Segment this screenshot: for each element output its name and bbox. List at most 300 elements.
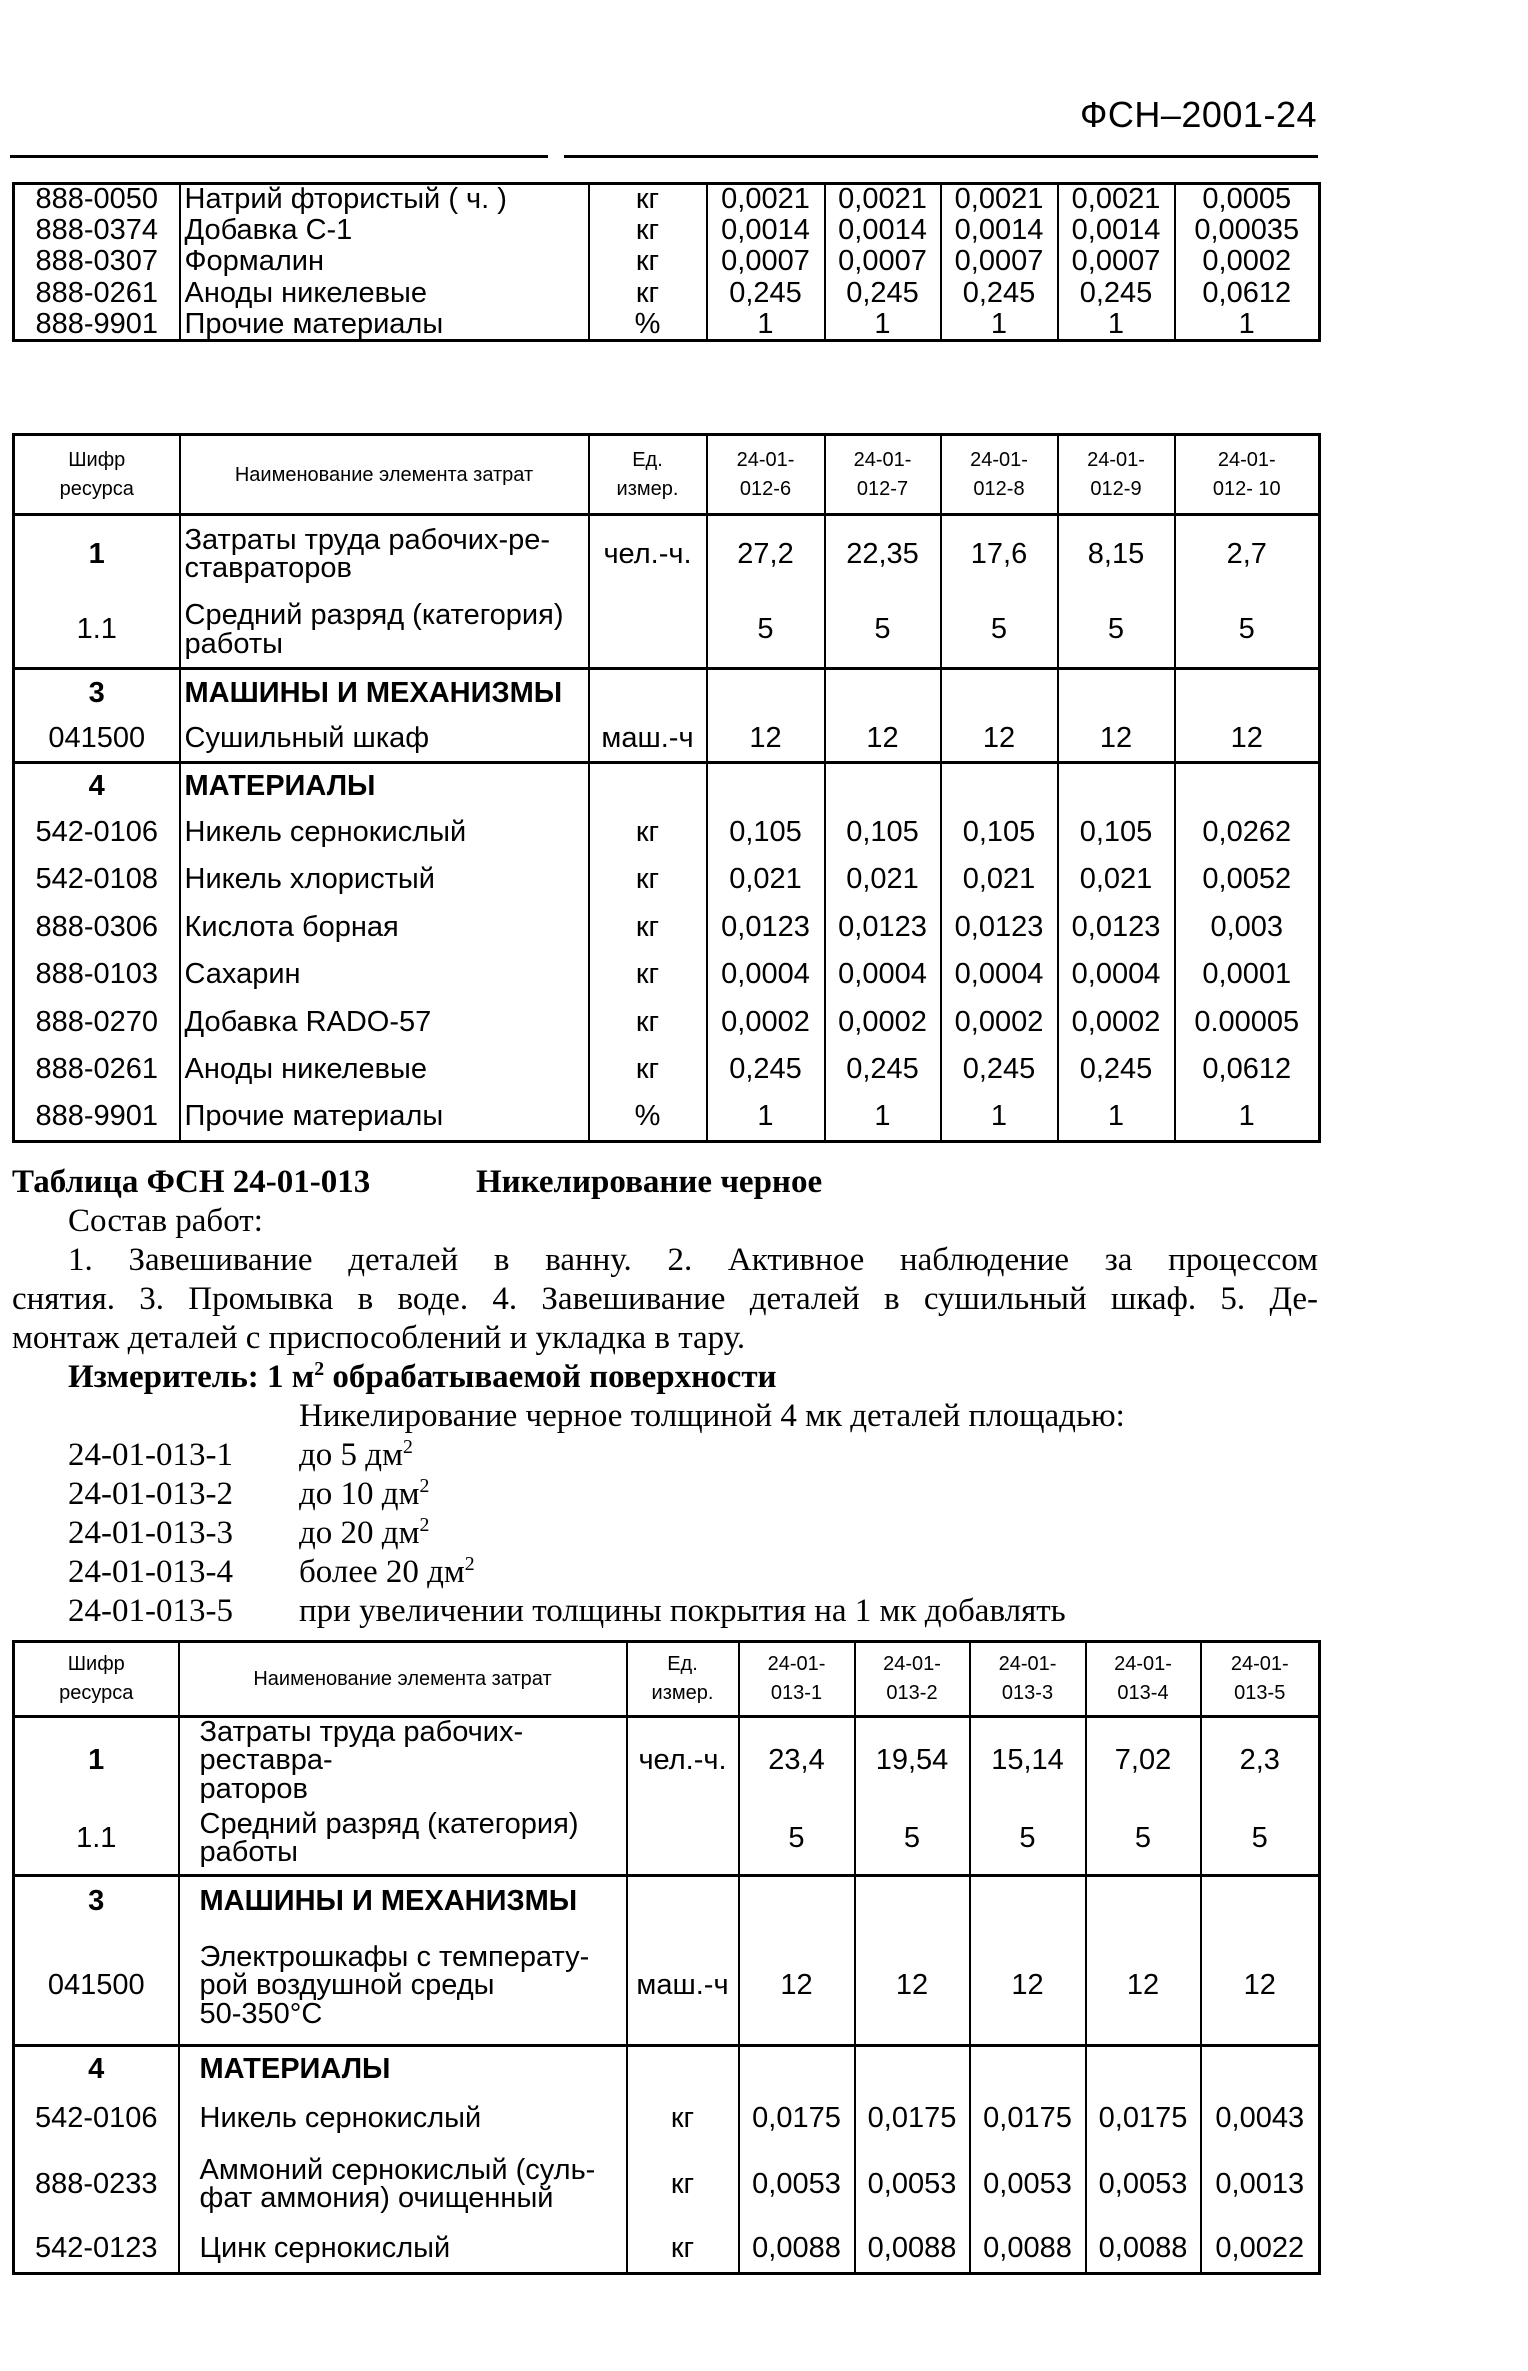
resource-code: 888-9901 [14, 1094, 180, 1142]
machines-section-row [14, 669, 1320, 717]
empty-cell [627, 2045, 739, 2093]
material-value-2: 0,0053 [855, 2143, 970, 2225]
machine-value-1: 12 [739, 1927, 855, 2045]
unit: кг [589, 184, 707, 215]
table-title: Никелирование черное [476, 1164, 823, 1200]
material-value-3: 0,0053 [970, 2143, 1086, 2225]
machines-section-code: 3 [14, 669, 180, 717]
unit: кг [589, 215, 707, 246]
labor-row [14, 515, 1320, 593]
material-unit: кг [627, 2143, 739, 2225]
cost-item-name: Прочие материалы [180, 1094, 589, 1142]
empty-cell [589, 669, 707, 717]
labor-value-2: 19,54 [855, 1717, 970, 1804]
header-col-3-line1: 24-01- [998, 1653, 1057, 1675]
material-value-4: 0,0053 [1086, 2143, 1201, 2225]
value-3: 0,105 [941, 809, 1058, 857]
cost-item-name: Никель сернокислый [180, 809, 589, 857]
item-description [299, 1475, 430, 1512]
material-row [14, 309, 1320, 340]
value-4: 12 [1058, 717, 1175, 763]
measure-sup: 2 [314, 1358, 325, 1380]
value-4: 1 [1058, 309, 1175, 340]
header-col-5 [1201, 1642, 1320, 1717]
header-name-cell: Наименование элемента затрат [180, 435, 589, 515]
item-description-text: более 20 дм [299, 1554, 465, 1590]
item-description-text: до 5 дм [299, 1437, 403, 1473]
cost-item-name: Аноды никелевые [180, 278, 589, 309]
value-1: 0,021 [707, 856, 825, 904]
measure-prefix: Измеритель: 1 м [68, 1359, 315, 1395]
grade-code: 1.1 [14, 593, 180, 669]
header-col-4 [1086, 1642, 1201, 1717]
header-col-4 [1058, 435, 1175, 515]
header-code-line1: Шифр [67, 1653, 125, 1675]
value-2: 0,0123 [825, 904, 941, 952]
unit: кг [589, 278, 707, 309]
empty-cell [1086, 2045, 1201, 2093]
value-5: 12 [1175, 717, 1320, 763]
item-code: 24-01-013-5 [68, 1593, 233, 1629]
header-col-1-line1: 24-01- [767, 1653, 826, 1675]
norms-table-013 [12, 1640, 1321, 2275]
value-2: 0,245 [825, 1046, 941, 1094]
labor-code: 1 [14, 515, 180, 593]
value-2: 0,105 [825, 809, 941, 857]
value-4: 0,0014 [1058, 215, 1175, 246]
material-code: 888-0233 [14, 2143, 179, 2225]
material-value-1: 0,0175 [739, 2093, 855, 2143]
material-row [14, 278, 1320, 309]
material-unit: кг [627, 2225, 739, 2273]
material-row [14, 2143, 1320, 2225]
works-line-2: снятия. 3. Промывка в воде. 4. Завешивание деталей в сушильный шкаф. 5. Де- [12, 1281, 1318, 1317]
value-1: 0,0002 [707, 999, 825, 1047]
empty-cell [941, 763, 1058, 809]
material-row [14, 1046, 1320, 1094]
item-description [299, 1595, 1066, 1628]
empty-cell [707, 669, 825, 717]
cost-item-name: Добавка RADO-57 [180, 999, 589, 1047]
grade-code: 1.1 [14, 1803, 179, 1875]
grade-name [179, 1803, 627, 1875]
material-value-5: 0,0013 [1201, 2143, 1320, 2225]
material-name [179, 2143, 627, 2225]
machine-name-line3: 50-350°С [199, 1997, 323, 2030]
resource-code: 542-0108 [14, 856, 180, 904]
empty-cell [739, 2045, 855, 2093]
material-name-line1: Аммоний сернокислый (суль- [199, 2153, 596, 2186]
machine-value-5: 12 [1201, 1927, 1320, 2045]
value-5: 0,0262 [1175, 809, 1320, 857]
header-col-1-line2: 013-1 [770, 1682, 823, 1704]
value-2: 0,0004 [825, 951, 941, 999]
header-col-2 [825, 435, 941, 515]
unit: % [589, 309, 707, 340]
labor-name [180, 515, 589, 593]
value-3: 1 [941, 1094, 1058, 1142]
material-value-5: 0,0022 [1201, 2225, 1320, 2273]
machine-row [14, 717, 1320, 763]
materials-section-row [14, 763, 1320, 809]
item-description-text: до 10 дм [299, 1476, 420, 1512]
labor-value-5: 2,7 [1175, 515, 1320, 593]
unit: кг [589, 1046, 707, 1094]
works-line-3: монтаж деталей с приспособлений и укладка в тару. [12, 1320, 746, 1356]
value-1: 0,0123 [707, 904, 825, 952]
grade-value-5: 5 [1201, 1803, 1320, 1875]
machine-code: 041500 [14, 1927, 179, 2045]
resource-code: 888-0374 [14, 215, 180, 246]
header-col-4-line1: 24-01- [1114, 1653, 1172, 1675]
value-4: 0,0021 [1058, 184, 1175, 215]
item-description-sup: 2 [419, 1514, 430, 1536]
grade-value-2: 5 [825, 593, 941, 669]
unit: % [589, 1094, 707, 1142]
header-col-5-line2: 012- 10 [1212, 477, 1281, 500]
measure-suffix: обрабатываемой поверхности [324, 1359, 777, 1395]
value-1: 12 [707, 717, 825, 763]
cost-item-name: Добавка С-1 [180, 215, 589, 246]
labor-name-line2: раторов [199, 1772, 308, 1804]
table-label: Таблица ФСН 24-01-013 [12, 1164, 371, 1200]
grade-unit [589, 593, 707, 669]
material-unit: кг [627, 2093, 739, 2143]
material-value-2: 0,0088 [855, 2225, 970, 2273]
value-3: 0,245 [941, 278, 1058, 309]
labor-unit: чел.-ч. [589, 515, 707, 593]
value-1: 0,105 [707, 809, 825, 857]
grade-row [14, 1803, 1320, 1875]
item-description-sup: 2 [419, 1475, 430, 1497]
items-intro: Никелирование черное толщиной 4 мк деталей площадью: [299, 1398, 1125, 1434]
works-line-1: 1. Завешивание деталей в ванну. 2. Активное наблюдение за процессом [68, 1242, 1318, 1278]
empty-cell [589, 763, 707, 809]
value-2: 0,0007 [825, 246, 941, 277]
material-name: Никель сернокислый [179, 2093, 627, 2143]
empty-cell [1086, 1875, 1201, 1927]
header-unit-line1: Ед. [667, 1653, 698, 1675]
value-2: 0,021 [825, 856, 941, 904]
header-col-1-line2: 012-6 [739, 477, 792, 500]
value-3: 0,245 [941, 1046, 1058, 1094]
header-col-3-line1: 24-01- [970, 448, 1028, 471]
material-name: Цинк сернокислый [179, 2225, 627, 2273]
header-col-3-line2: 012-8 [973, 477, 1025, 500]
grade-value-4: 5 [1058, 593, 1175, 669]
grade-value-3: 5 [970, 1803, 1086, 1875]
machines-section-row [14, 1875, 1320, 1927]
grade-value-3: 5 [941, 593, 1058, 669]
labor-value-1: 27,2 [707, 515, 825, 593]
labor-value-4: 8,15 [1058, 515, 1175, 593]
table-header-row [14, 435, 1320, 515]
header-col-4-line2: 012-9 [1090, 477, 1142, 500]
continuation-table [12, 182, 1321, 342]
resource-code: 888-9901 [14, 309, 180, 340]
value-4: 0,245 [1058, 1046, 1175, 1094]
empty-cell [1175, 669, 1320, 717]
value-1: 0,245 [707, 1046, 825, 1094]
header-col-1 [739, 1642, 855, 1717]
value-1: 1 [707, 1094, 825, 1142]
material-row [14, 856, 1320, 904]
grade-value-4: 5 [1086, 1803, 1201, 1875]
item-description-sup: 2 [464, 1553, 475, 1575]
grade-value-5: 5 [1175, 593, 1320, 669]
header-code-line2: ресурса [59, 1682, 134, 1704]
value-2: 0,0021 [825, 184, 941, 215]
header-rule [10, 155, 1318, 158]
value-2: 1 [825, 309, 941, 340]
value-4: 0,021 [1058, 856, 1175, 904]
resource-code: 888-0103 [14, 951, 180, 999]
value-5: 0.00005 [1175, 999, 1320, 1047]
value-5: 0,0052 [1175, 856, 1320, 904]
labor-name [179, 1717, 627, 1804]
header-rule-gap [548, 152, 564, 160]
value-3: 12 [941, 717, 1058, 763]
header-code-line2: ресурса [59, 477, 134, 500]
machine-value-4: 12 [1086, 1927, 1201, 2045]
value-5: 0,0001 [1175, 951, 1320, 999]
header-code-cell [14, 435, 180, 515]
resource-code: 888-0307 [14, 246, 180, 277]
header-col-1-line1: 24-01- [736, 448, 795, 471]
material-value-1: 0,0088 [739, 2225, 855, 2273]
unit: кг [589, 951, 707, 999]
material-name-line2: фат аммония) очищенный [199, 2182, 554, 2215]
grade-name-line1: Средний разряд (категория) [199, 1808, 579, 1841]
material-row [14, 809, 1320, 857]
resource-code: 542-0106 [14, 809, 180, 857]
unit: кг [589, 856, 707, 904]
labor-value-3: 17,6 [941, 515, 1058, 593]
machine-name-line2: рой воздушной среды [199, 1969, 495, 2002]
material-code: 542-0106 [14, 2093, 179, 2143]
labor-name-line1: Затраты труда рабочих-реставра- [199, 1716, 524, 1777]
header-unit-line2: измер. [651, 1682, 714, 1704]
empty-cell [1058, 669, 1175, 717]
value-2: 0,0002 [825, 999, 941, 1047]
item-code: 24-01-013-2 [68, 1476, 233, 1512]
item-description [299, 1514, 430, 1551]
value-3: 0,0002 [941, 999, 1058, 1047]
empty-cell [825, 763, 941, 809]
machines-section-code: 3 [14, 1875, 179, 1927]
labor-value-1: 23,4 [739, 1717, 855, 1804]
value-4: 0,0002 [1058, 999, 1175, 1047]
value-5: 0,003 [1175, 904, 1320, 952]
value-1: 0,0007 [707, 246, 825, 277]
header-col-5-line1: 24-01- [1217, 448, 1276, 471]
item-description-sup: 2 [402, 1436, 413, 1458]
labor-value-2: 22,35 [825, 515, 941, 593]
materials-section-code: 4 [14, 2045, 179, 2093]
empty-cell [739, 1875, 855, 1927]
machine-unit: маш.-ч [627, 1927, 739, 2045]
value-4: 0,0004 [1058, 951, 1175, 999]
value-3: 0,0014 [941, 215, 1058, 246]
header-unit-cell [589, 435, 707, 515]
cost-item-name: Кислота борная [180, 904, 589, 952]
header-unit-line2: измер. [616, 477, 679, 500]
value-1: 0,245 [707, 278, 825, 309]
empty-cell [941, 669, 1058, 717]
materials-section-code: 4 [14, 763, 180, 809]
value-2: 12 [825, 717, 941, 763]
machine-name-line1: Электрошкафы с температу- [199, 1940, 590, 1973]
machines-section-title: МАШИНЫ И МЕХАНИЗМЫ [179, 1875, 627, 1927]
grade-row [14, 593, 1320, 669]
value-4: 0,0123 [1058, 904, 1175, 952]
value-2: 1 [825, 1094, 941, 1142]
resource-code: 888-0050 [14, 184, 180, 215]
cost-item-name: Аноды никелевые [180, 1046, 589, 1094]
labor-value-4: 7,02 [1086, 1717, 1201, 1804]
grade-value-1: 5 [739, 1803, 855, 1875]
unit: кг [589, 999, 707, 1047]
value-5: 0,0005 [1175, 184, 1320, 215]
value-1: 0,0004 [707, 951, 825, 999]
machine-value-3: 12 [970, 1927, 1086, 2045]
grade-name [180, 593, 589, 669]
empty-cell [855, 1875, 970, 1927]
value-5: 0,0002 [1175, 246, 1320, 277]
cost-item-name: Никель хлористый [180, 856, 589, 904]
value-2: 0,0014 [825, 215, 941, 246]
labor-name-line2: ставраторов [184, 552, 352, 585]
labor-value-3: 15,14 [970, 1717, 1086, 1804]
material-value-4: 0,0175 [1086, 2093, 1201, 2143]
item-description [299, 1436, 413, 1473]
cost-item-name: Сахарин [180, 951, 589, 999]
value-3: 0,0123 [941, 904, 1058, 952]
header-col-3-line2: 013-3 [1001, 1682, 1054, 1704]
labor-value-5: 2,3 [1201, 1717, 1320, 1804]
value-5: 1 [1175, 1094, 1320, 1142]
machines-section-title: МАШИНЫ И МЕХАНИЗМЫ [180, 669, 589, 717]
item-description [299, 1553, 475, 1590]
empty-cell [1058, 763, 1175, 809]
material-value-3: 0,0175 [970, 2093, 1086, 2143]
grade-name-line2: работы [184, 627, 283, 660]
material-value-1: 0,0053 [739, 2143, 855, 2225]
empty-cell [1201, 2045, 1320, 2093]
grade-name-line1: Средний разряд (категория) [184, 599, 564, 632]
material-row [14, 1094, 1320, 1142]
header-unit-line1: Ед. [632, 448, 663, 471]
header-col-3 [970, 1642, 1086, 1717]
header-col-2 [855, 1642, 970, 1717]
materials-section-title: МАТЕРИАЛЫ [180, 763, 589, 809]
item-description-text: до 20 дм [299, 1515, 420, 1551]
empty-cell [970, 2045, 1086, 2093]
value-1: 1 [707, 309, 825, 340]
material-row [14, 2093, 1320, 2143]
item-code: 24-01-013-3 [68, 1515, 233, 1551]
empty-cell [707, 763, 825, 809]
machine-value-2: 12 [855, 1927, 970, 2045]
value-5: 0,0612 [1175, 1046, 1320, 1094]
labor-unit: чел.-ч. [627, 1717, 739, 1804]
item-code: 24-01-013-4 [68, 1554, 233, 1590]
empty-cell [1201, 1875, 1320, 1927]
material-row [14, 2225, 1320, 2273]
header-col-4-line1: 24-01- [1087, 448, 1145, 471]
value-1: 0,0021 [707, 184, 825, 215]
unit: маш.-ч [589, 717, 707, 763]
empty-cell [970, 1875, 1086, 1927]
header-col-4-line2: 013-4 [1117, 1682, 1169, 1704]
item-description-text: при увеличении толщины покрытия на 1 мк добавлять [299, 1593, 1066, 1629]
material-row [14, 246, 1320, 277]
cost-item-name: Натрий фтористый ( ч. ) [180, 184, 589, 215]
value-4: 1 [1058, 1094, 1175, 1142]
labor-code: 1 [14, 1717, 179, 1804]
value-3: 0,0021 [941, 184, 1058, 215]
header-col-2-line1: 24-01- [883, 1653, 941, 1675]
value-5: 0,0612 [1175, 278, 1320, 309]
header-code-cell [14, 1642, 179, 1717]
header-unit-cell [627, 1642, 739, 1717]
empty-cell [855, 2045, 970, 2093]
cost-item-name: Сушильный шкаф [180, 717, 589, 763]
resource-code: 888-0270 [14, 999, 180, 1047]
header-col-5-line1: 24-01- [1230, 1653, 1289, 1675]
material-value-2: 0,0175 [855, 2093, 970, 2143]
grade-unit [627, 1803, 739, 1875]
grade-name-line2: работы [199, 1836, 298, 1869]
value-1: 0,0014 [707, 215, 825, 246]
cost-item-name: Прочие материалы [180, 309, 589, 340]
empty-cell [1175, 763, 1320, 809]
materials-section-title: МАТЕРИАЛЫ [179, 2045, 627, 2093]
labor-row [14, 1717, 1320, 1804]
value-2: 0,245 [825, 278, 941, 309]
value-4: 0,245 [1058, 278, 1175, 309]
header-col-5 [1175, 435, 1320, 515]
table-header-row [14, 1642, 1320, 1717]
works-heading: Состав работ: [68, 1203, 263, 1239]
material-row [14, 184, 1320, 215]
header-name-cell: Наименование элемента затрат [179, 1642, 627, 1717]
machine-row [14, 1927, 1320, 2045]
header-col-1 [707, 435, 825, 515]
running-title: ФСН–2001-24 [1079, 94, 1317, 135]
material-row [14, 904, 1320, 952]
value-5: 0,00035 [1175, 215, 1320, 246]
resource-code: 041500 [14, 717, 180, 763]
resource-code: 888-0261 [14, 1046, 180, 1094]
grade-value-1: 5 [707, 593, 825, 669]
unit: кг [589, 904, 707, 952]
norms-table-012 [12, 433, 1321, 1143]
header-code-line1: Шифр [68, 448, 126, 471]
material-value-3: 0,0088 [970, 2225, 1086, 2273]
value-3: 1 [941, 309, 1058, 340]
measure-line [68, 1358, 777, 1395]
value-4: 0,0007 [1058, 246, 1175, 277]
value-5: 1 [1175, 309, 1320, 340]
value-3: 0,0004 [941, 951, 1058, 999]
item-code: 24-01-013-1 [68, 1437, 233, 1473]
resource-code: 888-0261 [14, 278, 180, 309]
empty-cell [627, 1875, 739, 1927]
unit: кг [589, 809, 707, 857]
header-col-2-line1: 24-01- [853, 448, 912, 471]
material-value-4: 0,0088 [1086, 2225, 1201, 2273]
